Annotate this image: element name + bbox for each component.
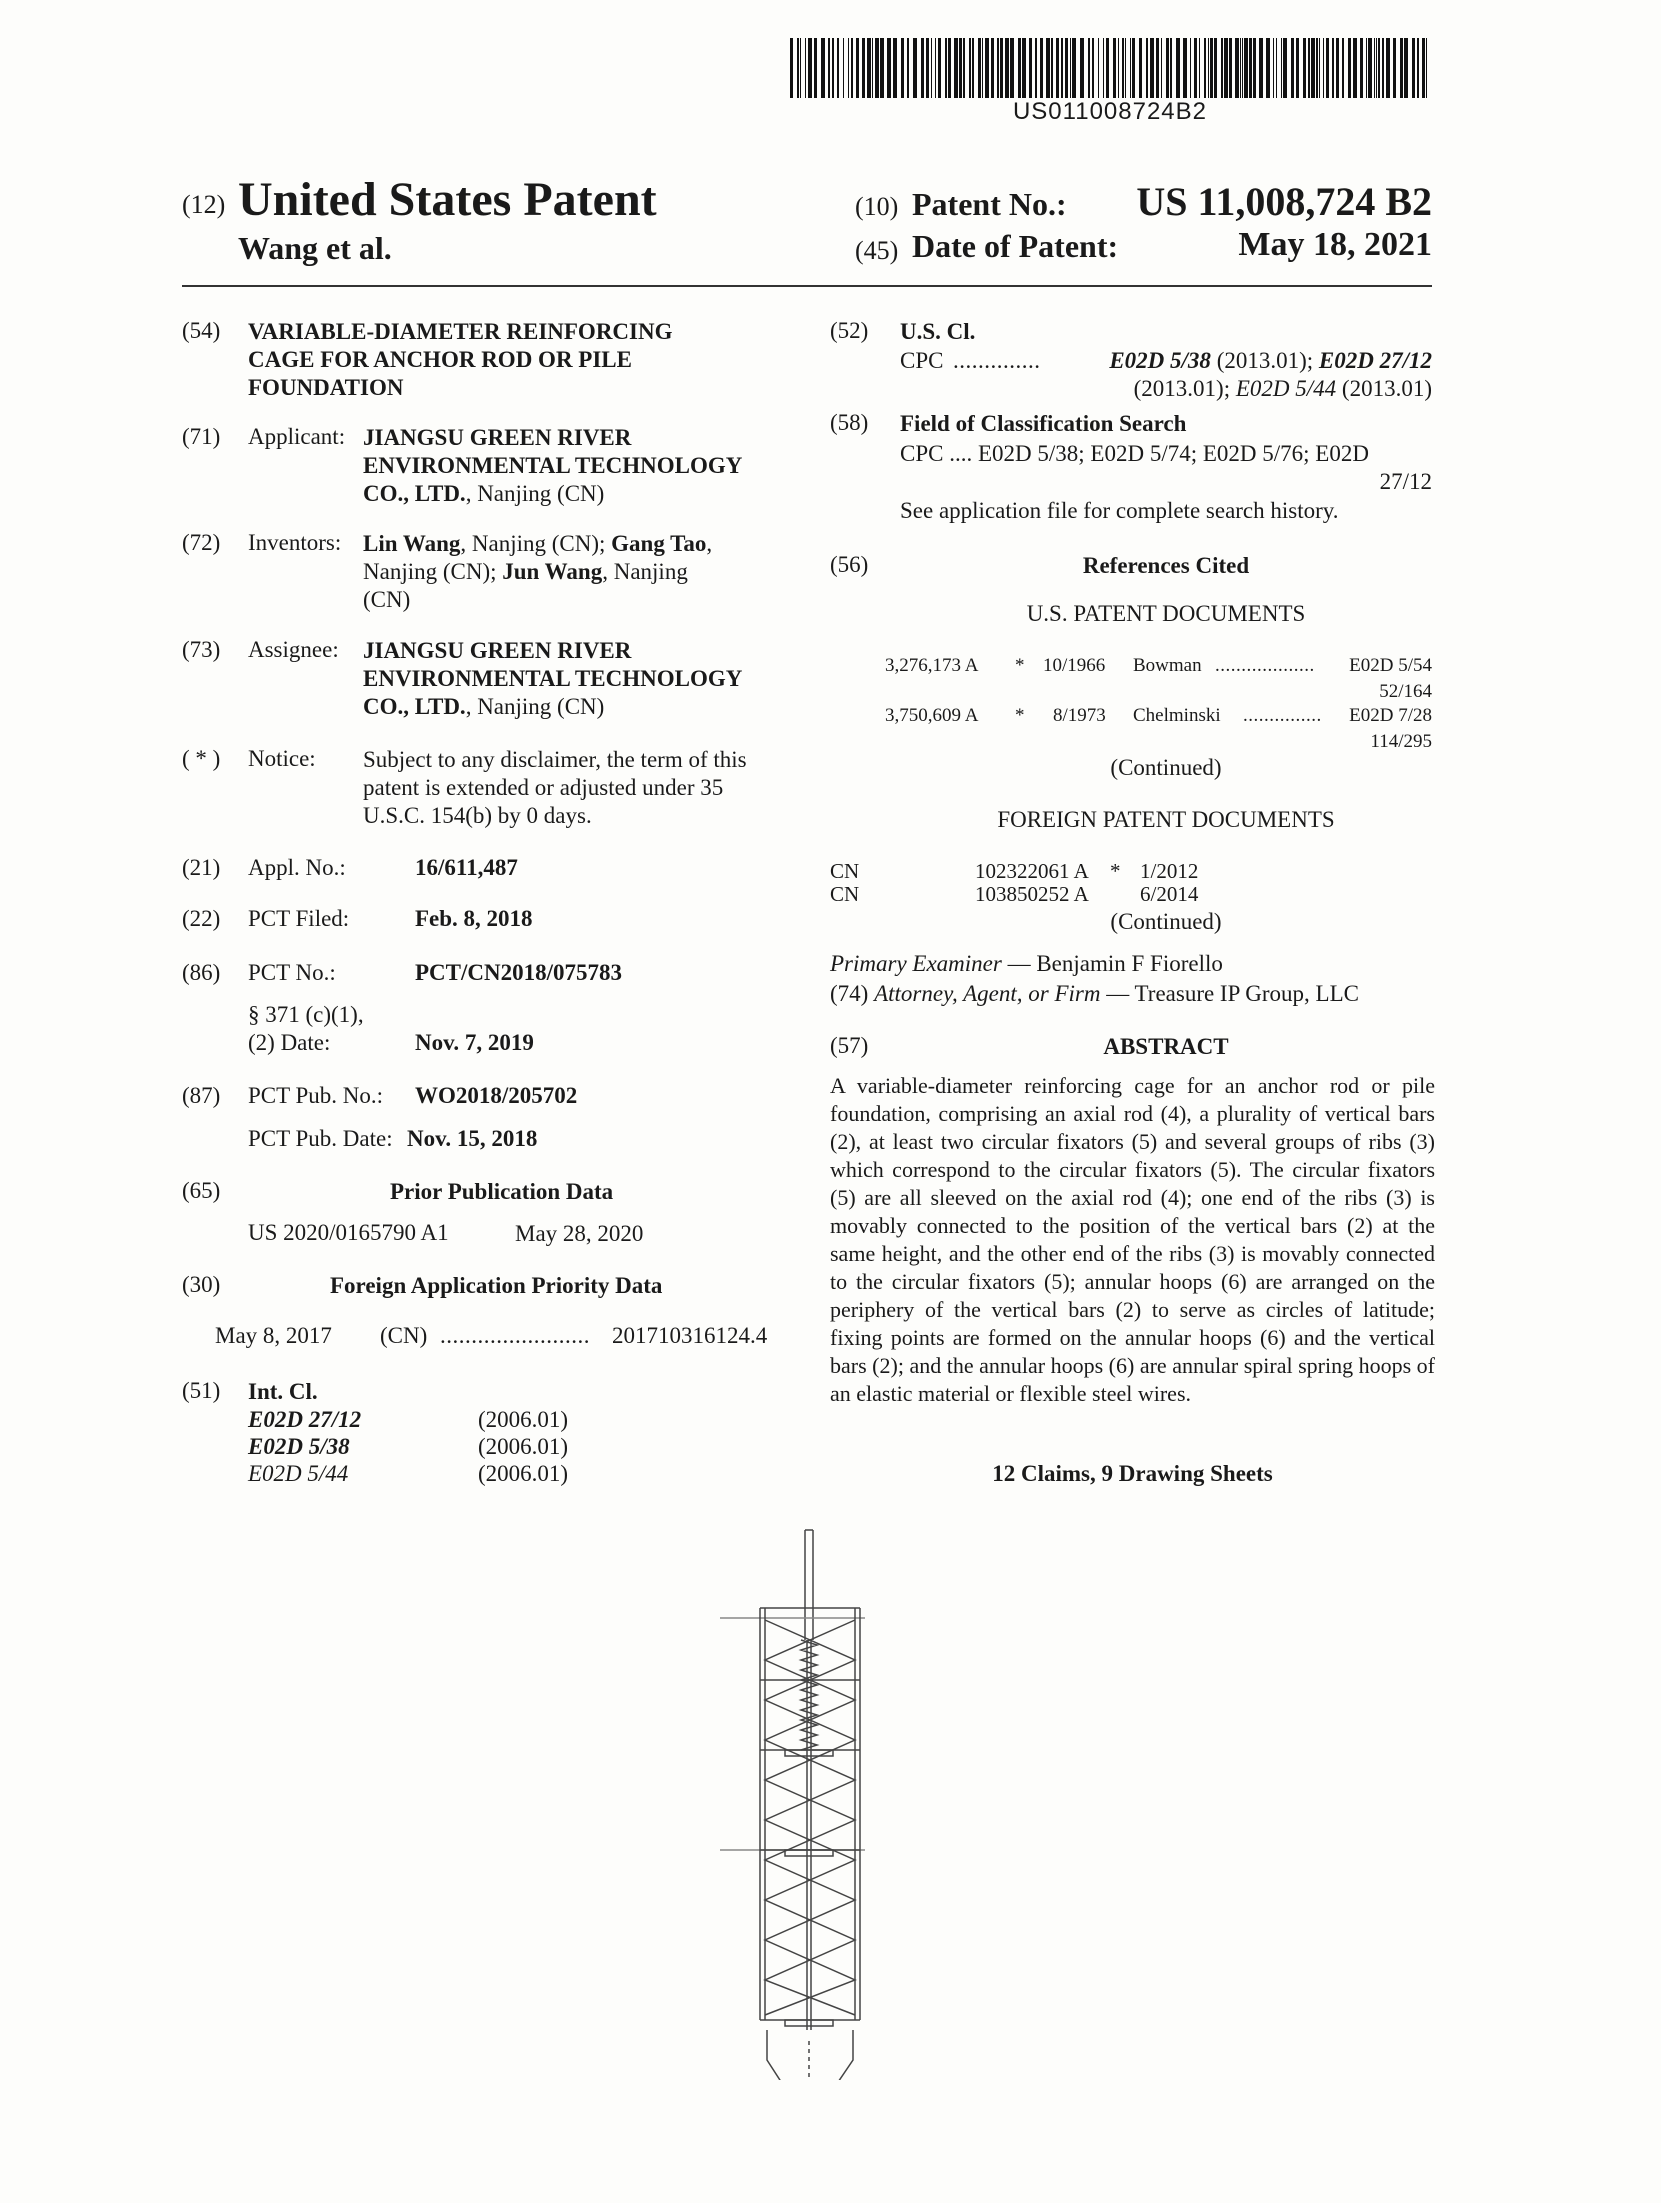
code-10: (10) — [855, 192, 899, 221]
code-54: (54) — [182, 318, 221, 343]
barcode-bar — [1404, 38, 1408, 98]
int-cl-version: (2006.01) — [478, 1434, 569, 1459]
inventor-location: , Nanjing (CN); — [460, 531, 612, 556]
code-52: (52) — [830, 318, 869, 343]
us-refs-continued: (Continued) — [1110, 755, 1222, 780]
barcode-bar — [1235, 38, 1239, 98]
attorney-dash: — — [1100, 981, 1135, 1006]
notice-line: U.S.C. 154(b) by 0 days. — [363, 803, 592, 828]
code-21: (21) — [182, 855, 221, 880]
barcode-bar — [1210, 38, 1213, 98]
foreign-ref-date: 1/2012 — [1140, 859, 1199, 883]
priority-date: May 8, 2017 — [215, 1323, 332, 1348]
barcode-bar — [963, 38, 965, 98]
barcode-bar — [972, 38, 974, 98]
field-search-note: See application file for complete search history. — [900, 498, 1339, 523]
primary-examiner — [830, 950, 1223, 978]
code-57: (57) — [830, 1033, 869, 1058]
barcode-bar — [1098, 38, 1099, 98]
abstract-text: A variable-diameter reinforcing cage for an anchor rod or pile foundation, comprising an axial rod (4), a plurality of vertical bars (2), at least two circular fixators (5) and several groups of ribs (3) which correspond to the circular fixators (5). The circular fixators (5) are all sleeved on the axial rod (4); one end of the ribs (3) is movably connected to the position of the vertical bars (2) at the same height, and the other end of the ribs (3) is movably connected to the circular fixators (5); annular hoops (6) are arranged on the periphery of the vertical bars (2) to serve as circles of latitude; fixing points are formed on the annular hoops (6) and the vertical bars (2); and the annular hoops (6) are annular spiral spring hoops of an elastic material or flexible steel wires. — [830, 1073, 1435, 1406]
attorney-name: Treasure IP Group, LLC — [1134, 981, 1359, 1006]
barcode-bar — [1194, 38, 1197, 98]
barcode-bar — [1249, 38, 1252, 98]
barcode-bar — [867, 38, 871, 98]
barcode-bar — [893, 38, 897, 98]
code-74: (74) — [830, 981, 869, 1006]
barcode-bar — [1273, 38, 1274, 98]
barcode-bar — [790, 38, 793, 98]
foreign-patent-documents-heading: FOREIGN PATENT DOCUMENTS — [997, 807, 1335, 832]
barcode-bar — [848, 38, 849, 98]
barcode-bar — [1183, 38, 1187, 98]
authors: Wang et al. — [238, 230, 392, 266]
barcode-bar — [1061, 38, 1063, 98]
inventors-label: Inventors: — [248, 530, 342, 555]
barcode-bar — [808, 38, 812, 98]
inventor-location: , — [706, 531, 713, 556]
reinforcing-cage-drawing — [705, 1520, 865, 2080]
pct-filed-label: PCT Filed: — [248, 906, 350, 931]
barcode-bar — [1176, 38, 1180, 98]
field-search-cpc-cont: 27/12 — [1379, 469, 1432, 494]
barcode-bar — [1150, 38, 1154, 98]
barcode-bar — [800, 38, 801, 98]
patent-date: May 18, 2021 — [1238, 226, 1432, 263]
us-ref-star: * — [1015, 655, 1025, 676]
barcode-bar — [1103, 38, 1104, 98]
barcode-bar — [1005, 38, 1009, 98]
code-87: (87) — [182, 1083, 221, 1108]
applicant-line: ENVIRONMENTAL TECHNOLOGY — [363, 453, 743, 478]
barcode-bar — [1088, 38, 1090, 98]
barcode-bar — [887, 38, 891, 98]
us-cl-heading: U.S. Cl. — [900, 319, 976, 344]
us-ref-class2: 114/295 — [1370, 731, 1432, 752]
barcode-bar — [1022, 38, 1026, 98]
barcode-bar — [1336, 38, 1339, 98]
barcode-bar — [1323, 38, 1324, 98]
inventor-location: Nanjing (CN); — [363, 559, 503, 584]
assignee-location: , Nanjing (CN) — [465, 694, 605, 719]
applicant-name: CO., LTD. — [363, 481, 466, 506]
barcode-bar — [1046, 38, 1050, 98]
us-ref-dots: ................... — [1215, 655, 1315, 676]
attorney — [830, 980, 1359, 1008]
prior-publication-heading: Prior Publication Data — [390, 1179, 614, 1204]
assignee-line: JIANGSU GREEN RIVER — [363, 638, 632, 663]
foreign-refs-continued: (Continued) — [1110, 909, 1222, 934]
barcode-bar — [1056, 38, 1059, 98]
barcode-bar — [921, 38, 924, 98]
barcode-bar — [1417, 38, 1419, 98]
date-371-value: Nov. 7, 2019 — [415, 1030, 534, 1055]
foreign-ref-number: 102322061 A — [975, 859, 1089, 883]
inventor-name: Gang Tao — [611, 531, 707, 556]
barcode-bar — [872, 38, 873, 98]
barcode-bar — [1303, 38, 1306, 98]
barcode-bar — [1240, 38, 1241, 98]
foreign-ref-date: 6/2014 — [1140, 882, 1199, 906]
pct-pub-date-label: PCT Pub. Date: — [248, 1126, 393, 1151]
barcode-bar — [797, 38, 799, 98]
title-line: CAGE FOR ANCHOR ROD OR PILE — [248, 347, 632, 372]
section-371-label: § 371 (c)(1), — [248, 1002, 364, 1027]
barcode-bar — [1161, 38, 1162, 98]
barcode-bar — [997, 38, 999, 98]
us-ref-name: Bowman — [1133, 655, 1202, 676]
barcode-bar — [1029, 38, 1032, 98]
barcode-bar — [945, 38, 947, 98]
pct-no-label: PCT No.: — [248, 960, 336, 985]
barcode-bar — [1065, 38, 1068, 98]
applicant-value — [363, 424, 742, 508]
int-cl-class: E02D 27/12 — [248, 1407, 362, 1432]
code-86: (86) — [182, 960, 221, 985]
pct-pub-no-value: WO2018/205702 — [415, 1083, 578, 1108]
patent-no-label: Patent No.: — [912, 186, 1067, 222]
us-ref-name: Chelminski — [1133, 705, 1221, 726]
barcode-bar — [1281, 38, 1282, 98]
barcode-bar — [991, 38, 994, 98]
us-ref-star: * — [1015, 705, 1025, 726]
barcode-bar — [1166, 38, 1169, 98]
us-patent-documents-heading: U.S. PATENT DOCUMENTS — [1026, 601, 1306, 626]
notice-line: patent is extended or adjusted under 35 — [363, 775, 724, 800]
barcode-bar — [821, 38, 825, 98]
barcode-bar — [1386, 38, 1390, 98]
cpc-class: E02D 5/44 — [1235, 376, 1337, 401]
barcode-bar — [1296, 38, 1299, 98]
priority-dots: ........................ — [440, 1323, 590, 1348]
examiner-label: Primary Examiner — [830, 951, 1002, 976]
barcode-bar — [1070, 38, 1071, 98]
notice-line: Subject to any disclaimer, the term of this — [363, 747, 747, 772]
attorney-label: Attorney, Agent, or Firm — [874, 981, 1101, 1006]
barcode-bar — [948, 38, 951, 98]
barcode-bar — [982, 38, 983, 98]
barcode-bar — [828, 38, 830, 98]
pct-pub-no-label: PCT Pub. No.: — [248, 1083, 384, 1108]
barcode-bar — [1291, 38, 1294, 98]
pct-no-value: PCT/CN2018/075783 — [415, 960, 622, 985]
assignee-value — [363, 637, 742, 721]
barcode-bar — [837, 38, 839, 98]
barcode-bar — [1010, 38, 1014, 98]
prior-publication-date: May 28, 2020 — [515, 1221, 644, 1246]
us-cl-cpc-label: CPC — [900, 348, 944, 373]
barcode-bar — [880, 38, 884, 98]
barcode-bar — [814, 38, 817, 98]
code-12: (12) — [182, 190, 226, 219]
barcode-bar — [1311, 38, 1315, 98]
barcode-bar — [1400, 38, 1403, 98]
barcode-bar — [978, 38, 981, 98]
barcode-bar — [1224, 38, 1228, 98]
cpc-class: E02D 5/38 — [1109, 348, 1211, 373]
field-search-cpc: CPC .... E02D 5/38; E02D 5/74; E02D 5/76; E02D — [900, 441, 1369, 466]
barcode-bar — [1316, 38, 1318, 98]
barcode-bar — [1376, 38, 1377, 98]
barcode-bar — [1000, 38, 1003, 98]
barcode-bar — [832, 38, 834, 98]
code-22: (22) — [182, 906, 221, 931]
barcode-bar — [1051, 38, 1053, 98]
inventor-name: Lin Wang — [363, 531, 461, 556]
barcode-bar — [1190, 38, 1191, 98]
barcode-bar — [1422, 38, 1425, 98]
code-58: (58) — [830, 410, 869, 435]
applicant-line: JIANGSU GREEN RIVER — [363, 425, 632, 450]
barcode-bar — [1368, 38, 1372, 98]
applicant-location: , Nanjing (CN) — [465, 481, 605, 506]
barcode-bar — [913, 38, 917, 98]
code-56: (56) — [830, 552, 869, 577]
us-ref-class: E02D 7/28 — [1349, 705, 1432, 726]
code-notice: ( * ) — [182, 746, 221, 771]
us-cl-line1 — [1070, 347, 1432, 375]
inventor-location: (CN) — [363, 587, 411, 612]
barcode-bar — [1018, 38, 1021, 98]
foreign-ref-country: CN — [830, 882, 860, 906]
barcode-bar — [862, 38, 865, 98]
priority-number: 201710316124.4 — [612, 1323, 768, 1348]
code-30: (30) — [182, 1272, 221, 1297]
barcode-bar — [931, 38, 932, 98]
pct-pub-date-value: Nov. 15, 2018 — [407, 1126, 538, 1151]
barcode-bar — [1426, 38, 1427, 98]
int-cl-class: E02D 5/38 — [248, 1434, 350, 1459]
barcode-bar — [1156, 38, 1159, 98]
appl-no-label: Appl. No.: — [248, 855, 346, 880]
patent-type: United States Patent — [238, 173, 657, 226]
barcode-bar — [1283, 38, 1287, 98]
barcode-bar — [1170, 38, 1172, 98]
examiner-name: Benjamin F Fiorello — [1036, 951, 1223, 976]
barcode-bar — [954, 38, 958, 98]
barcode-bar — [1276, 38, 1277, 98]
barcode-bar — [1319, 38, 1320, 98]
barcode-bar — [1326, 38, 1329, 98]
barcode-bar — [1412, 38, 1415, 98]
us-cl-dots: .............. — [953, 348, 1041, 373]
foreign-ref-number: 103850252 A — [975, 882, 1089, 906]
barcode-bar — [1378, 38, 1380, 98]
code-51: (51) — [182, 1378, 221, 1403]
barcode-bar — [1382, 38, 1384, 98]
barcode-bar — [959, 38, 962, 98]
patent-number: US 11,008,724 B2 — [1136, 179, 1432, 224]
assignee-line: ENVIRONMENTAL TECHNOLOGY — [363, 666, 743, 691]
barcode-bar — [843, 38, 844, 98]
barcode-bar — [969, 38, 971, 98]
barcode-bar — [1072, 38, 1076, 98]
us-ref-number: 3,276,173 A — [885, 655, 979, 676]
barcode-bar — [1204, 38, 1206, 98]
barcode-bar — [1353, 38, 1357, 98]
us-ref-date: 8/1973 — [1053, 705, 1106, 726]
barcode-bar — [901, 38, 904, 98]
inventors-value — [363, 530, 712, 614]
code-72: (72) — [182, 530, 221, 555]
barcode-bar — [1342, 38, 1344, 98]
date-label: Date of Patent: — [912, 228, 1119, 264]
inventor-name: Jun Wang — [502, 559, 603, 584]
invention-title — [248, 318, 673, 402]
int-cl-version: (2006.01) — [478, 1407, 569, 1432]
cpc-class: E02D 27/12 — [1318, 348, 1432, 373]
barcode-bar — [1092, 38, 1094, 98]
us-ref-number: 3,750,609 A — [885, 705, 979, 726]
barcode-bar — [1214, 38, 1217, 98]
cpc-version: (2013.01); — [1133, 376, 1236, 401]
barcode-bar — [1132, 38, 1135, 98]
barcode-bar — [907, 38, 909, 98]
barcode-bar — [1259, 38, 1263, 98]
applicant-label: Applicant: — [248, 424, 346, 449]
barcode-bar — [1199, 38, 1200, 98]
us-ref-class: E02D 5/54 — [1349, 655, 1432, 676]
barcode-bar — [1080, 38, 1084, 98]
notice-label: Notice: — [248, 746, 316, 771]
claims-summary: 12 Claims, 9 Drawing Sheets — [992, 1461, 1273, 1486]
title-line: VARIABLE-DIAMETER REINFORCING — [248, 319, 673, 344]
barcode — [790, 38, 1430, 98]
examiner-dash: — — [1001, 951, 1037, 976]
us-ref-dots: ............... — [1243, 705, 1322, 726]
barcode-bar — [926, 38, 929, 98]
barcode-bar — [1393, 38, 1396, 98]
barcode-bar — [856, 38, 859, 98]
barcode-bar — [1125, 38, 1126, 98]
abstract-heading: ABSTRACT — [1103, 1034, 1229, 1059]
references-heading: References Cited — [1082, 553, 1250, 578]
barcode-bar — [1221, 38, 1223, 98]
barcode-bar — [1332, 38, 1334, 98]
barcode-bar — [1266, 38, 1270, 98]
code-45: (45) — [855, 236, 899, 265]
notice-text — [363, 746, 783, 830]
us-ref-date: 10/1966 — [1043, 655, 1106, 676]
barcode-bar — [1139, 38, 1142, 98]
code-73: (73) — [182, 637, 221, 662]
barcode-bar — [1208, 38, 1209, 98]
barcode-bar — [1366, 38, 1367, 98]
inventor-location: , Nanjing — [602, 559, 688, 584]
barcode-bar — [1360, 38, 1363, 98]
barcode-bar — [1244, 38, 1248, 98]
foreign-priority-heading: Foreign Application Priority Data — [330, 1273, 663, 1298]
us-cl-line2 — [1000, 375, 1432, 403]
barcode-bar — [1106, 38, 1109, 98]
barcode-bar — [985, 38, 989, 98]
priority-country: (CN) — [380, 1323, 428, 1348]
appl-no-value: 16/611,487 — [415, 855, 518, 880]
barcode-bar — [1308, 38, 1310, 98]
foreign-ref-star: * — [1110, 859, 1121, 883]
barcode-bar — [1118, 38, 1119, 98]
code-65: (65) — [182, 1178, 221, 1203]
cpc-version: (2013.01) — [1336, 376, 1432, 401]
int-cl-heading: Int. Cl. — [248, 1379, 318, 1404]
assignee-name: CO., LTD. — [363, 694, 466, 719]
int-cl-class: E02D 5/44 — [248, 1461, 349, 1486]
assignee-label: Assignee: — [248, 637, 339, 662]
barcode-bar — [875, 38, 879, 98]
barcode-bar — [1242, 38, 1243, 98]
barcode-bar — [935, 38, 936, 98]
header-rule — [182, 285, 1432, 287]
barcode-bar — [1146, 38, 1148, 98]
barcode-bar — [1040, 38, 1043, 98]
us-ref-class2: 52/164 — [1379, 681, 1432, 702]
barcode-bar — [851, 38, 853, 98]
prior-publication-number: US 2020/0165790 A1 — [248, 1220, 449, 1245]
foreign-ref-country: CN — [830, 859, 860, 883]
code-71: (71) — [182, 424, 221, 449]
barcode-bar — [1122, 38, 1124, 98]
barcode-bar — [1035, 38, 1037, 98]
int-cl-version: (2006.01) — [478, 1461, 569, 1486]
barcode-bar — [1374, 38, 1375, 98]
barcode-bar — [1113, 38, 1116, 98]
cpc-version: (2013.01); — [1210, 348, 1319, 373]
date-371-label: (2) Date: — [248, 1030, 331, 1055]
barcode-bar — [1253, 38, 1256, 98]
barcode-number: US011008724B2 — [1012, 98, 1208, 125]
field-search-heading: Field of Classification Search — [900, 411, 1187, 436]
barcode-bar — [938, 38, 941, 98]
barcode-bar — [1229, 38, 1232, 98]
barcode-bar — [1130, 38, 1131, 98]
barcode-bar — [805, 38, 806, 98]
title-line: FOUNDATION — [248, 375, 404, 400]
barcode-bar — [1348, 38, 1351, 98]
pct-filed-value: Feb. 8, 2018 — [415, 906, 533, 931]
